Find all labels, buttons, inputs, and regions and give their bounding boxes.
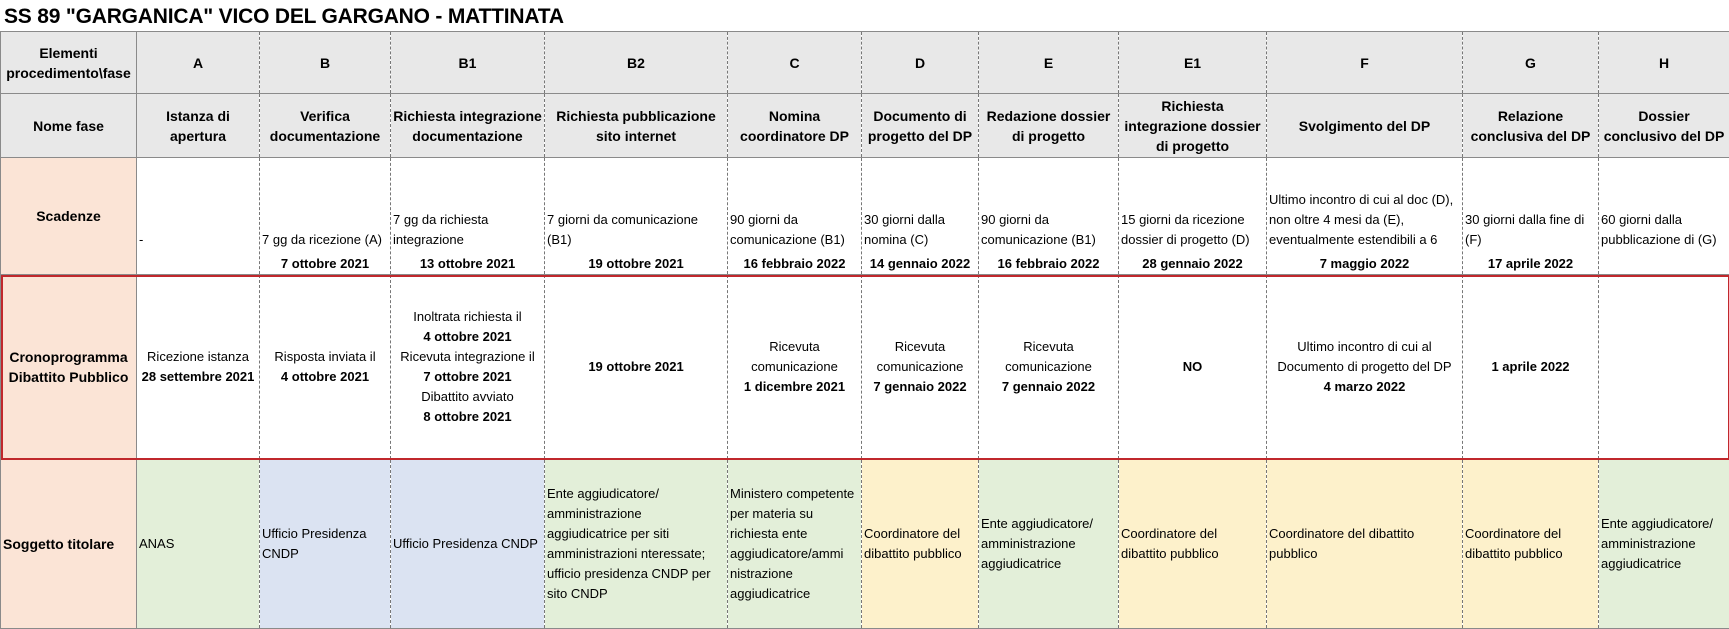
scadenza-cell bbox=[1599, 158, 1729, 275]
phase-name-cell: Richiesta integrazione documentazione bbox=[391, 94, 545, 158]
scadenza-cell bbox=[728, 158, 862, 275]
scadenza-cell bbox=[545, 158, 728, 275]
scadenza-cell bbox=[1463, 158, 1599, 275]
phase-name-cell: Richiesta pubblicazione sito internet bbox=[545, 94, 728, 158]
phase-code-row bbox=[1, 32, 1729, 94]
soggetto-cell: Coordinatore del dibattito pubblico bbox=[862, 460, 979, 629]
crono-line: 7 ottobre 2021 bbox=[423, 369, 512, 384]
scadenza-date: 17 aprile 2022 bbox=[1487, 256, 1574, 271]
soggetto-cell: Ente aggiudicatore/ amministrazione aggiudicatrice bbox=[979, 460, 1119, 629]
phase-code-cell: B bbox=[260, 32, 391, 94]
scadenza-text: Ultimo incontro di cui al doc (D), non oltre 4 mesi da (E), eventualmente estendibili a 6 bbox=[1269, 192, 1454, 247]
cronoprogramma-row bbox=[1, 275, 1729, 460]
crono-cell bbox=[1463, 275, 1599, 460]
scadenza-text: 15 giorni da ricezione dossier di progetto (D) bbox=[1121, 212, 1250, 247]
row-label-nome-fase: Nome fase bbox=[1, 94, 137, 158]
soggetto-cell: Ufficio Presidenza CNDP bbox=[391, 460, 545, 629]
crono-line: Dibattito avviato bbox=[421, 389, 514, 404]
document-title: SS 89 "GARGANICA" VICO DEL GARGANO - MATTINATA bbox=[4, 5, 564, 28]
scadenza-cell bbox=[1119, 158, 1267, 275]
scadenza-text: 30 giorni dalla fine di (F) bbox=[1465, 212, 1585, 247]
crono-cell bbox=[260, 275, 391, 460]
scadenza-cell bbox=[260, 158, 391, 275]
scadenza-date: 13 ottobre 2021 bbox=[419, 256, 516, 271]
phase-name-cell: Richiesta integrazione dossier di progetto bbox=[1119, 94, 1267, 158]
scadenza-text: 7 gg da richiesta integrazione bbox=[393, 212, 489, 247]
crono-line: 19 ottobre 2021 bbox=[588, 359, 684, 374]
phase-code-cell: C bbox=[728, 32, 862, 94]
crono-line: 4 ottobre 2021 bbox=[423, 329, 512, 344]
crono-line: 7 gennaio 2022 bbox=[873, 379, 967, 394]
scadenza-date: 19 ottobre 2021 bbox=[588, 256, 684, 271]
scadenza-cell bbox=[979, 158, 1119, 275]
crono-line: Ricevuta comunicazione bbox=[876, 339, 964, 374]
scadenza-text: 7 gg da ricezione (A) bbox=[262, 232, 382, 247]
crono-cell bbox=[1599, 275, 1729, 460]
phase-code-cell: F bbox=[1267, 32, 1463, 94]
scadenza-cell bbox=[862, 158, 979, 275]
crono-line: 4 ottobre 2021 bbox=[280, 369, 370, 384]
scadenza-date: 16 febbraio 2022 bbox=[997, 256, 1100, 271]
crono-line: 1 dicembre 2021 bbox=[743, 379, 846, 394]
scadenza-date: 7 ottobre 2021 bbox=[280, 256, 370, 271]
phase-code-cell: H bbox=[1599, 32, 1729, 94]
soggetto-cell: ANAS bbox=[137, 460, 260, 629]
phase-code-cell: D bbox=[862, 32, 979, 94]
crono-line: Risposta inviata il bbox=[274, 349, 376, 364]
crono-line: 28 settembre 2021 bbox=[141, 369, 255, 384]
phase-name-cell: Documento di progetto del DP bbox=[862, 94, 979, 158]
scadenza-cell bbox=[391, 158, 545, 275]
phase-code-cell: G bbox=[1463, 32, 1599, 94]
phase-code-cell: A bbox=[137, 32, 260, 94]
phase-name-cell: Relazione conclusiva del DP bbox=[1463, 94, 1599, 158]
crono-cell bbox=[137, 275, 260, 460]
soggetto-cell: Coordinatore del dibattito pubblico bbox=[1267, 460, 1463, 629]
crono-cell bbox=[979, 275, 1119, 460]
phase-code-cell: E bbox=[979, 32, 1119, 94]
crono-line: 7 gennaio 2022 bbox=[1001, 379, 1096, 394]
crono-line: Ultimo incontro di cui al Documento di progetto del DP bbox=[1277, 339, 1452, 374]
crono-line: Ricevuta comunicazione bbox=[751, 339, 838, 374]
procedure-table bbox=[0, 31, 1729, 629]
scadenza-text: 7 giorni da comunicazione (B1) bbox=[547, 212, 699, 247]
soggetto-cell: Coordinatore del dibattito pubblico bbox=[1463, 460, 1599, 629]
phase-name-cell: Svolgimento del DP bbox=[1267, 94, 1463, 158]
soggetto-cell: Ministero competente per materia su richiesta ente aggiudicatore/ammi nistrazione aggiudicatrice bbox=[728, 460, 862, 629]
scadenza-text: 90 giorni da comunicazione (B1) bbox=[730, 212, 845, 247]
crono-line: Ricezione istanza bbox=[147, 349, 249, 364]
crono-cell bbox=[1267, 275, 1463, 460]
phase-code-cell: E1 bbox=[1119, 32, 1267, 94]
crono-cell bbox=[391, 275, 545, 460]
row-label-fase: Elementi procedimento\fase bbox=[1, 32, 137, 94]
soggetto-cell: Ente aggiudicatore/ amministrazione aggiudicatrice bbox=[1599, 460, 1729, 629]
row-label-soggetto: Soggetto titolare bbox=[1, 460, 137, 629]
crono-cell bbox=[545, 275, 728, 460]
scadenza-date: 28 gennaio 2022 bbox=[1142, 256, 1243, 271]
phase-name-cell: Nomina coordinatore DP bbox=[728, 94, 862, 158]
crono-line: NO bbox=[1182, 359, 1203, 374]
scadenza-text: 30 giorni dalla nomina (C) bbox=[864, 212, 945, 247]
scadenze-row bbox=[1, 158, 1729, 275]
soggetto-cell: Ufficio Presidenza CNDP bbox=[260, 460, 391, 629]
crono-line: Ricevuta integrazione il bbox=[400, 349, 535, 364]
crono-line: Ricevuta comunicazione bbox=[1005, 339, 1092, 374]
phase-code-cell: B1 bbox=[391, 32, 545, 94]
crono-line: 8 ottobre 2021 bbox=[423, 409, 512, 424]
scadenza-cell bbox=[1267, 158, 1463, 275]
scadenza-date: 14 gennaio 2022 bbox=[869, 256, 971, 271]
phase-name-cell: Istanza di apertura bbox=[137, 94, 260, 158]
row-label-cronoprogramma: Cronoprogramma Dibattito Pubblico bbox=[1, 275, 137, 460]
crono-cell bbox=[1119, 275, 1267, 460]
scadenza-cell bbox=[137, 158, 260, 275]
phase-name-cell: Redazione dossier di progetto bbox=[979, 94, 1119, 158]
crono-line: 4 marzo 2022 bbox=[1323, 379, 1406, 394]
crono-line: 1 aprile 2022 bbox=[1491, 359, 1570, 374]
row-label-scadenze: Scadenze bbox=[1, 158, 137, 275]
phase-code-cell: B2 bbox=[545, 32, 728, 94]
scadenza-text: - bbox=[139, 232, 144, 247]
soggetto-cell: Ente aggiudicatore/ amministrazione aggiudicatrice per siti amministrazioni nteressate; ufficio presidenza CNDP per sito CNDP bbox=[545, 460, 728, 629]
phase-name-cell: Dossier conclusivo del DP bbox=[1599, 94, 1729, 158]
phase-name-row bbox=[1, 94, 1729, 158]
scadenza-text: 90 giorni da comunicazione (B1) bbox=[981, 212, 1096, 247]
scadenza-date: 16 febbraio 2022 bbox=[743, 256, 846, 271]
crono-cell bbox=[728, 275, 862, 460]
crono-cell bbox=[862, 275, 979, 460]
scadenza-text: 60 giorni dalla pubblicazione di (G) bbox=[1601, 212, 1717, 247]
phase-name-cell: Verifica documentazione bbox=[260, 94, 391, 158]
scadenza-date: 7 maggio 2022 bbox=[1319, 256, 1410, 271]
soggetto-titolare-row bbox=[1, 460, 1729, 629]
crono-line: Inoltrata richiesta il bbox=[413, 309, 522, 324]
soggetto-cell: Coordinatore del dibattito pubblico bbox=[1119, 460, 1267, 629]
